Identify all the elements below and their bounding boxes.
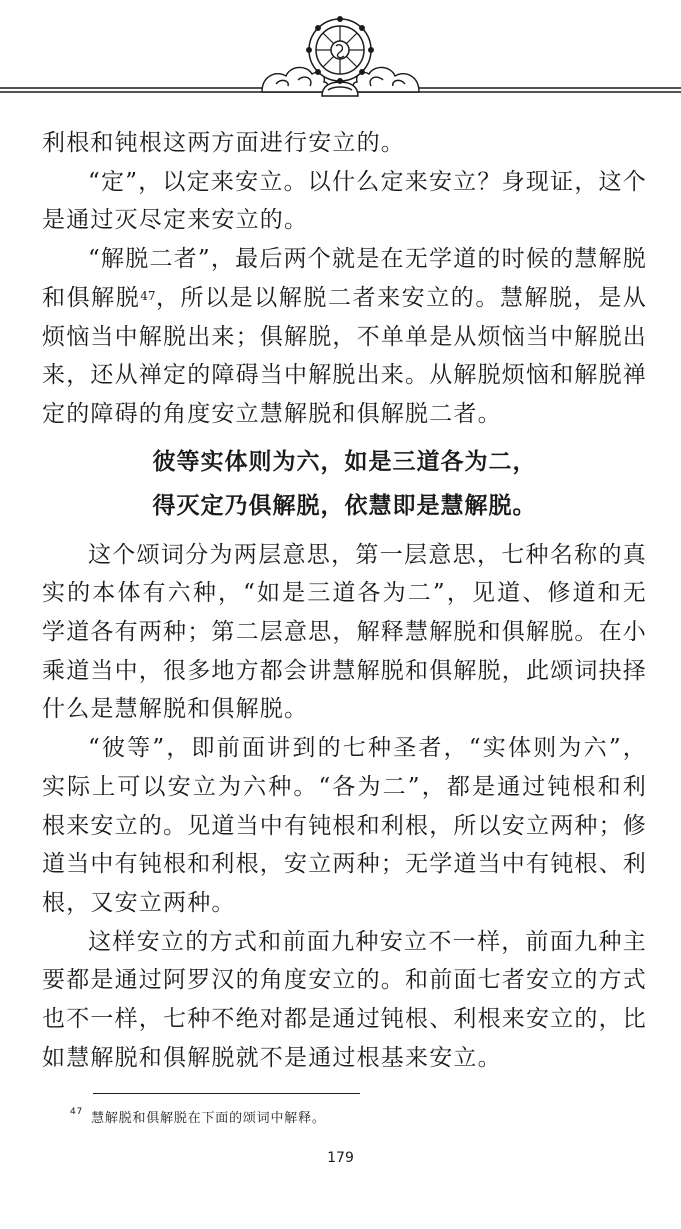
paragraph-2: “定”，以定来安立。以什么定来安立？身现证，这个是通过灭尽定来安立的。	[42, 168, 647, 234]
verse-block	[42, 440, 647, 528]
footnote-reference[interactable]: 47	[140, 288, 156, 303]
footnote	[70, 1107, 326, 1126]
paragraph-3-text-before: “解脱二者”，最后两个就是在无学道的时候的慧解脱和俱解脱	[42, 246, 647, 311]
paragraph-3-text-after: ，所以是以解脱二者来安立的。慧解脱，是从烦恼当中解脱出来；俱解脱，不单单是从烦恼当中解脱出来，还从禅定的障碍当中解脱出来。从解脱烦恼和解脱禅定的障碍的角度安立慧解脱和俱解脱二者。	[42, 284, 647, 427]
paragraph-6: 这样安立的方式和前面九种安立不一样，前面九种主要都是通过阿罗汉的角度安立的。和前面七者安立的方式也不一样，七种不绝对都是通过钝根、利根来安立的，比如慧解脱和俱解脱就不是通过根基来安立。	[42, 928, 647, 1071]
paragraph-4: 这个颂词分为两层意思，第一层意思，七种名称的真实的本体有六种，“如是三道各为二”，见道、修道和无学道各有两种；第二层意思，解释慧解脱和俱解脱。在小乘道当中，很多地方都会讲慧解脱和俱解脱，此颂词抉择什么是慧解脱和俱解脱。	[42, 541, 647, 723]
header-ornament	[0, 0, 681, 110]
footnote-number: 47	[70, 1107, 84, 1117]
verse-line-2: 得灭定乃俱解脱，依慧即是慧解脱。	[152, 492, 537, 519]
paragraph-1: 利根和钝根这两方面进行安立的。	[42, 130, 405, 156]
paragraph-3	[42, 240, 647, 434]
footnote-text: 慧解脱和俱解脱在下面的颂词中解释。	[91, 1111, 326, 1126]
footnote-divider	[93, 1093, 360, 1094]
paragraph-5: “彼等”，即前面讲到的七种圣者，“实体则为六”，实际上可以安立为六种。“各为二”，都是通过钝根和利根来安立的。见道当中有钝根和利根，所以安立两种；修道当中有钝根和利根，安立两种；无学道当中有钝根、利根，又安立两种。	[42, 735, 647, 916]
page-number: 179	[327, 1150, 354, 1166]
page-body	[42, 124, 647, 1077]
verse-line-1: 彼等实体则为六，如是三道各为二，	[152, 448, 537, 475]
